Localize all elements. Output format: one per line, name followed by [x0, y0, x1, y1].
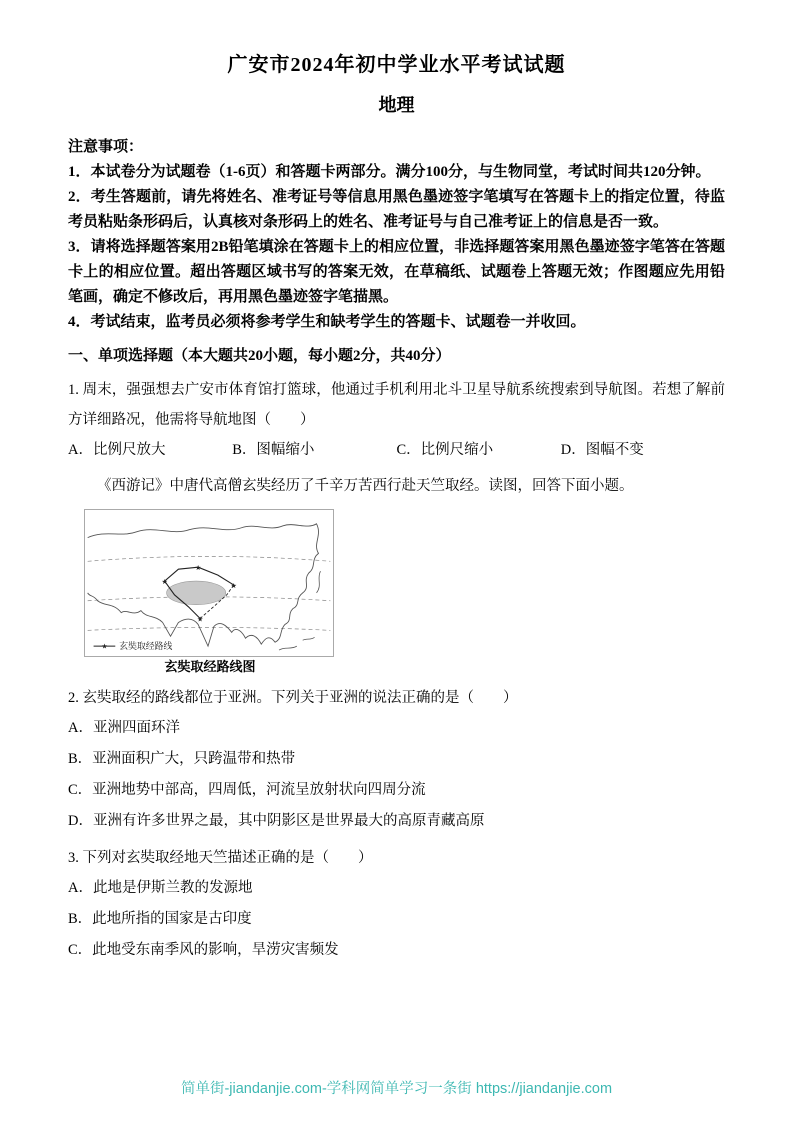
- question-3-stem: 3. 下列对玄奘取经地天竺描述正确的是（ ）: [68, 850, 373, 866]
- q3-option-a: A．此地是伊斯兰教的发源地: [68, 880, 253, 896]
- svg-text:★: ★: [197, 616, 204, 624]
- question-1: [68, 375, 725, 465]
- islands: [279, 571, 320, 650]
- route-map-figure: [84, 509, 336, 677]
- route-map: [84, 509, 334, 657]
- svg-text:★: ★: [161, 578, 168, 586]
- notice-item: 3．请将选择题答案用2B铅笔填涂在答题卡上的相应位置，非选择题答案用黑色墨迹签字笔答在答题卡上的相应位置。超出答题区域书写的答案无效，在草稿纸、试题卷上答题无效；作图题应先用铅笔画，确定不修改后，再用黑色墨迹签字笔描黑。: [68, 239, 725, 305]
- notice-section: [68, 135, 725, 335]
- svg-text:★: ★: [195, 565, 202, 573]
- q2-option-d: D．亚洲有许多世界之最，其中阴影区是世界最大的高原青藏高原: [68, 813, 485, 829]
- q2-option-a: A．亚洲四面环洋: [68, 720, 180, 736]
- watermark-footer: 简单街-jiandanjie.com-学科网简单学习一条街 https://jiandanjie.com: [180, 1081, 613, 1097]
- notice-item: 4．考试结束，监考员必须将参考学生和缺考学生的答题卡、试题卷一并收回。: [68, 314, 586, 330]
- q1-option-c: C．比例尺缩小: [396, 442, 494, 458]
- q3-option-c: C．此地受东南季风的影响，旱涝灾害频发: [68, 942, 339, 958]
- svg-text:★: ★: [101, 643, 108, 651]
- map-legend-label: 玄奘取经路线: [119, 641, 173, 652]
- q1-option-b: B．图幅缩小: [232, 442, 315, 458]
- question-3: [68, 843, 725, 966]
- notice-heading: 注意事项：: [68, 139, 144, 155]
- page-title: 广安市2024年初中学业水平考试试题: [227, 54, 566, 76]
- map-legend: [94, 640, 173, 651]
- q2-option-b: B．亚洲面积广大，只跨温带和热带: [68, 751, 296, 767]
- passage-text: 《西游记》中唐代高僧玄奘经历了千辛万苦西行赴天竺取经。读图，回答下面小题。: [97, 478, 634, 494]
- section-title: 一、单项选择题（本大题共20小题，每小题2分，共40分）: [68, 348, 451, 364]
- q1-option-d: D．图幅不变: [560, 442, 644, 458]
- question-2-stem: 2. 玄奘取经的路线都位于亚洲。下列关于亚洲的说法正确的是（ ）: [68, 690, 518, 706]
- plateau-shading: [167, 581, 226, 605]
- subject-title: 地理: [378, 95, 415, 115]
- notice-item: 2．考生答题前，请先将姓名、准考证号等信息用黑色墨迹签字笔填写在答题卡上的指定位置，待监考员粘贴条形码后，认真核对条形码上的姓名、准考证号与自己准考证上的信息是否一致。: [68, 189, 725, 230]
- svg-text:★: ★: [230, 582, 237, 590]
- map-caption: 玄奘取经路线图: [164, 659, 256, 674]
- q3-option-b: B．此地所指的国家是古印度: [68, 911, 252, 927]
- question-2-options: [68, 713, 725, 837]
- question-2: [68, 683, 725, 837]
- q2-option-c: C．亚洲地势中部高，四周低，河流呈放射状向四周分流: [68, 782, 426, 798]
- q1-option-a: A．比例尺放大: [68, 442, 166, 458]
- question-3-options: [68, 873, 725, 966]
- notice-item: 1．本试卷分为试题卷（1-6页）和答题卡两部分。满分100分，与生物同堂，考试时间共120分钟。: [68, 164, 711, 180]
- question-1-stem: 1. 周末，强强想去广安市体育馆打篮球，他通过手机利用北斗卫星导航系统搜索到导航图。若想了解前方详细路况，他需将导航地图（ ）: [68, 382, 725, 428]
- question-1-options: [68, 435, 725, 465]
